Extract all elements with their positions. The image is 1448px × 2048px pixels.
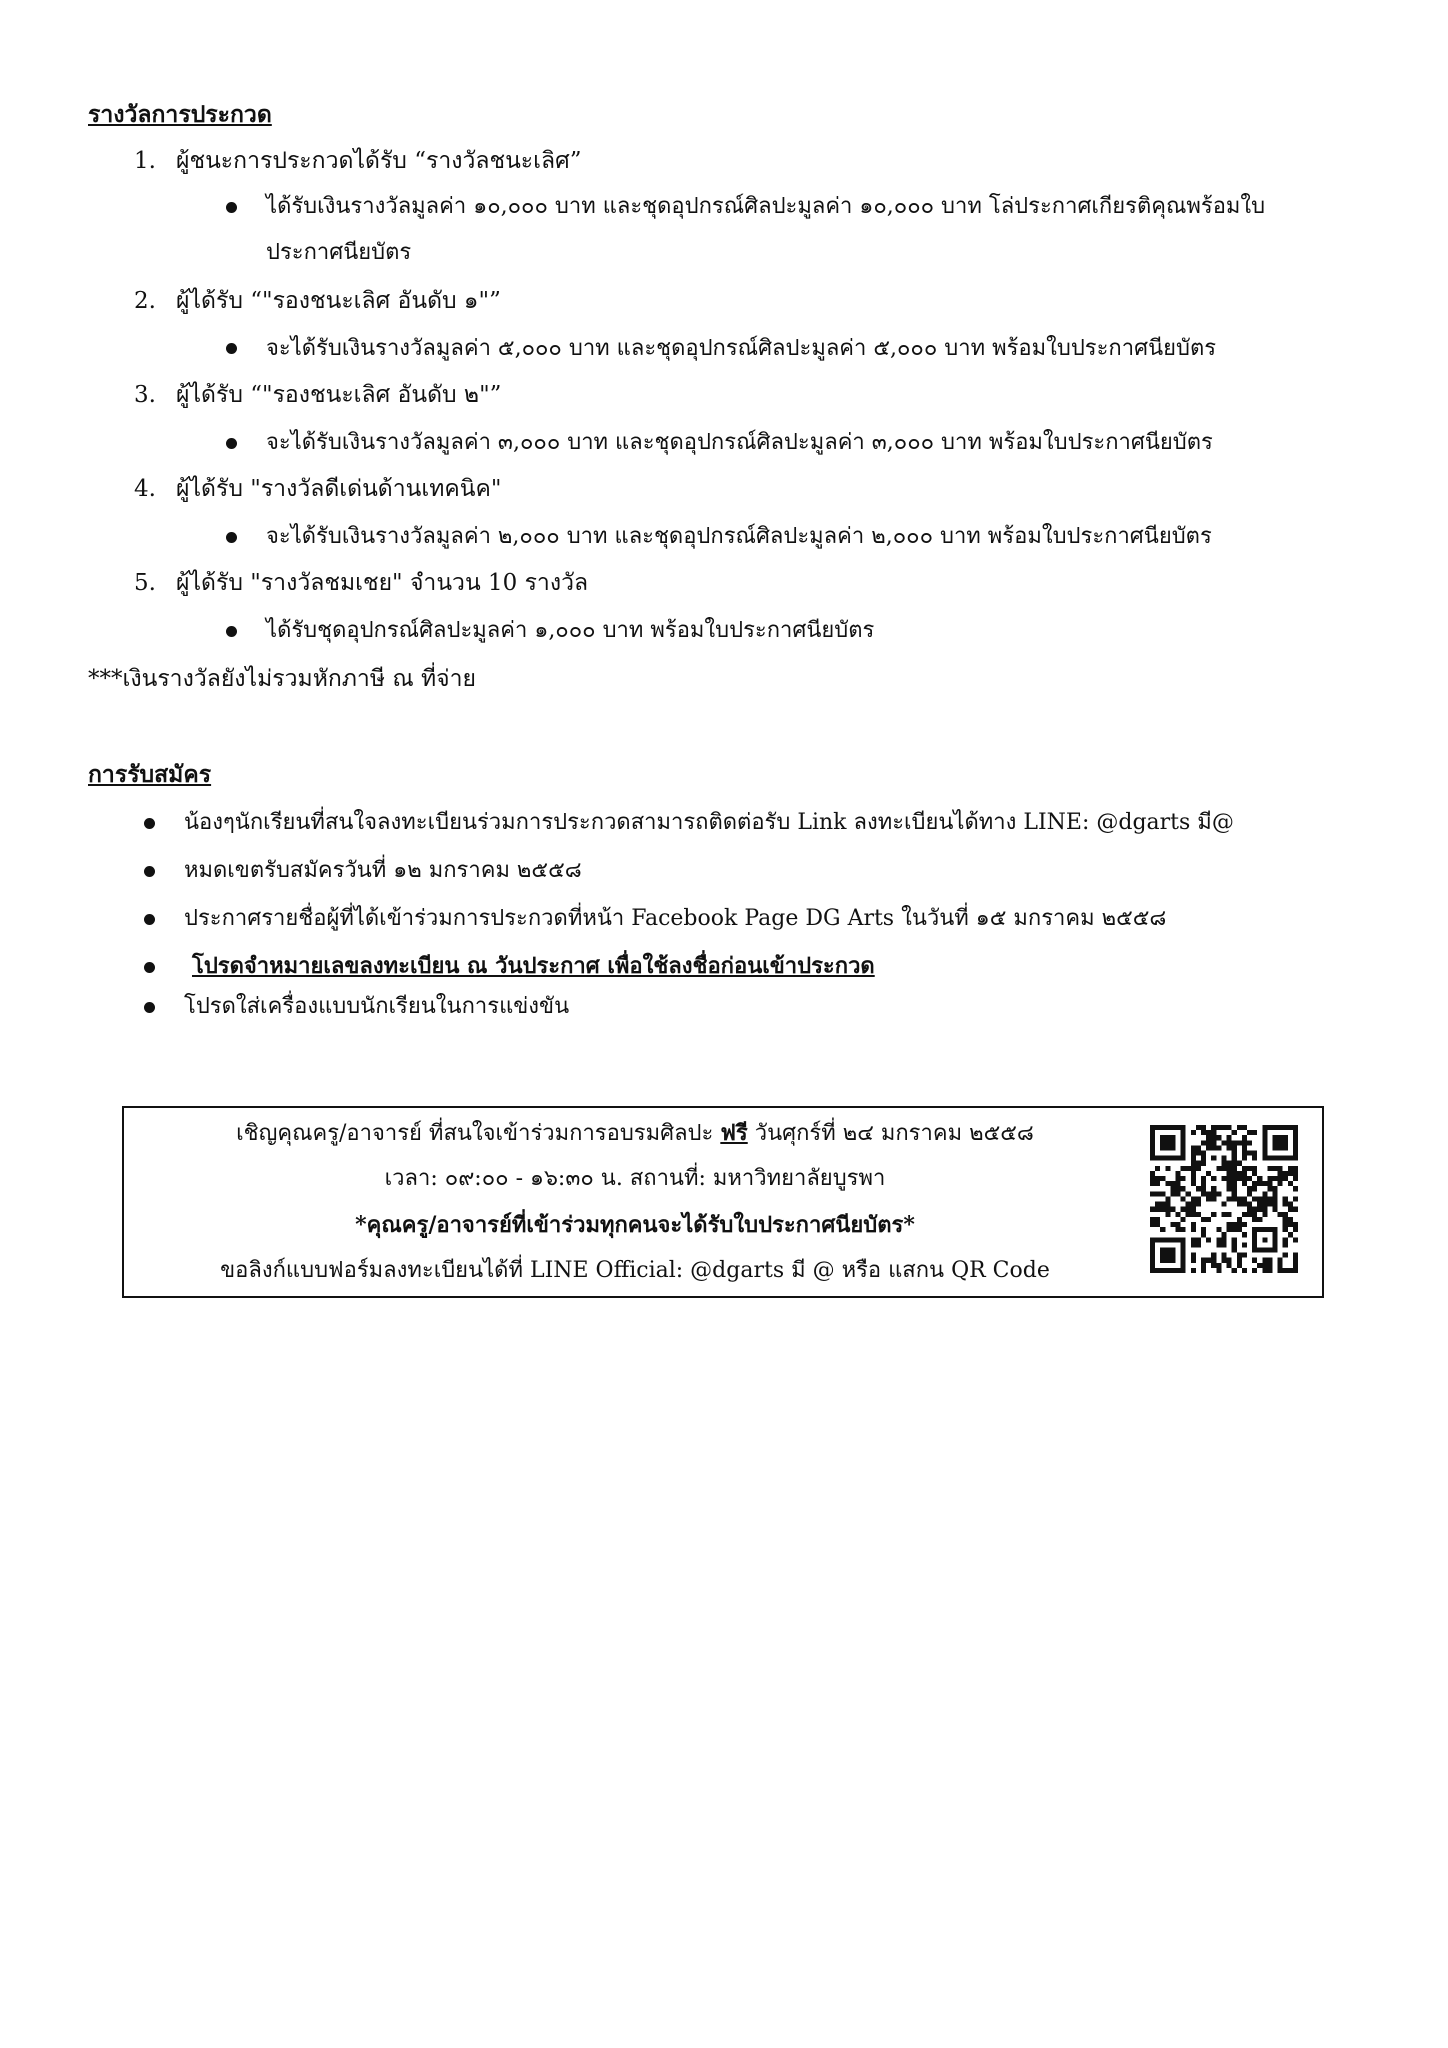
prize-detail: จะได้รับเงินรางวัลมูลค่า ๕,๐๐๐ บาท และชุดอุปกรณ์ศิลปะมูลค่า ๕,๐๐๐ บาท พร้อมใบประกาศนียบัตร	[266, 336, 1217, 361]
prize-number: 3.	[134, 382, 156, 408]
registration-item: ประกาศรายชื่อผู้ที่ได้เข้าร่วมการประกวดที่หน้า Facebook Page DG Arts ในวันที่ ๑๕ มกราคม ๒๕๕๘	[184, 906, 1167, 931]
prize-title: ผู้ได้รับ "รางวัลดีเด่นด้านเทคนิค"	[176, 476, 502, 502]
bullet-icon	[144, 866, 155, 877]
registration-item: น้องๆนักเรียนที่สนใจลงทะเบียนร่วมการประกวดสามารถติดต่อรับ Link ลงทะเบียนได้ทาง LINE: @dgarts มี@	[184, 810, 1234, 835]
registration-item: หมดเขตรับสมัครวันที่ ๑๒ มกราคม ๒๕๕๘	[184, 858, 582, 883]
bullet-icon	[144, 914, 155, 925]
free-label: ฟรี	[720, 1120, 748, 1146]
invitation-line-4: ขอลิงก์แบบฟอร์มลงทะเบียนได้ที่ LINE Official: @dgarts มี @ หรือ แสกน QR Code	[220, 1258, 1050, 1283]
bullet-icon	[144, 1002, 155, 1013]
prize-detail: ได้รับเงินรางวัลมูลค่า ๑๐,๐๐๐ บาท และชุดอุปกรณ์ศิลปะมูลค่า ๑๐,๐๐๐ บาท โล่ประกาศเกียรติคุณพร้อมใบ	[266, 194, 1266, 219]
qr-code-icon	[1150, 1125, 1298, 1273]
prize-number: 4.	[134, 476, 156, 502]
prizes-heading: รางวัลการประกวด	[88, 101, 272, 128]
prize-detail: จะได้รับเงินรางวัลมูลค่า ๒,๐๐๐ บาท และชุดอุปกรณ์ศิลปะมูลค่า ๒,๐๐๐ บาท พร้อมใบประกาศนียบัตร	[266, 524, 1212, 549]
prize-detail-continued: ประกาศนียบัตร	[266, 240, 412, 265]
prize-number: 2.	[134, 288, 156, 314]
invitation-line-2: เวลา: ๐๙:๐๐ - ๑๖:๓๐ น. สถานที่: มหาวิทยาลัยบูรพา	[384, 1166, 886, 1191]
tax-note: ***เงินรางวัลยังไม่รวมหักภาษี ณ ที่จ่าย	[88, 666, 477, 692]
prize-detail: ได้รับชุดอุปกรณ์ศิลปะมูลค่า ๑,๐๐๐ บาท พร้อมใบประกาศนียบัตร	[266, 618, 875, 643]
registration-item-important: โปรดจำหมายเลขลงทะเบียน ณ วันประกาศ เพื่อใช้ลงชื่อก่อนเข้าประกวด	[192, 954, 875, 979]
bullet-icon	[226, 202, 237, 213]
prize-number: 5.	[134, 570, 156, 596]
bullet-icon	[226, 626, 237, 637]
prize-title: ผู้ได้รับ "รางวัลชมเชย" จำนวน 10 รางวัล	[176, 570, 589, 596]
prize-detail: จะได้รับเงินรางวัลมูลค่า ๓,๐๐๐ บาท และชุดอุปกรณ์ศิลปะมูลค่า ๓,๐๐๐ บาท พร้อมใบประกาศนียบัตร	[266, 430, 1213, 455]
prize-number: 1.	[134, 148, 156, 174]
bullet-icon	[226, 343, 237, 354]
registration-item: โปรดใส่เครื่องแบบนักเรียนในการแข่งขัน	[184, 994, 570, 1019]
invitation-text: เชิญคุณครู/อาจารย์ ที่สนใจเข้าร่วมการอบรมศิลปะ	[236, 1121, 721, 1146]
prize-title: ผู้ได้รับ “"รองชนะเลิศ อันดับ ๒"”	[176, 382, 502, 408]
bullet-icon	[226, 532, 237, 543]
invitation-date: วันศุกร์ที่ ๒๔ มกราคม ๒๕๕๘	[747, 1121, 1034, 1146]
invitation-line-1	[140, 1118, 1130, 1149]
bullet-icon	[144, 962, 155, 973]
prize-title: ผู้ได้รับ “"รองชนะเลิศ อันดับ ๑"”	[176, 288, 501, 314]
bullet-icon	[226, 438, 237, 449]
bullet-icon	[144, 818, 155, 829]
registration-heading: การรับสมัคร	[88, 761, 212, 788]
invitation-line-3: *คุณครู/อาจารย์ที่เข้าร่วมทุกคนจะได้รับใบประกาศนียบัตร*	[355, 1212, 915, 1238]
prize-title: ผู้ชนะการประกวดได้รับ “รางวัลชนะเลิศ”	[176, 148, 582, 174]
